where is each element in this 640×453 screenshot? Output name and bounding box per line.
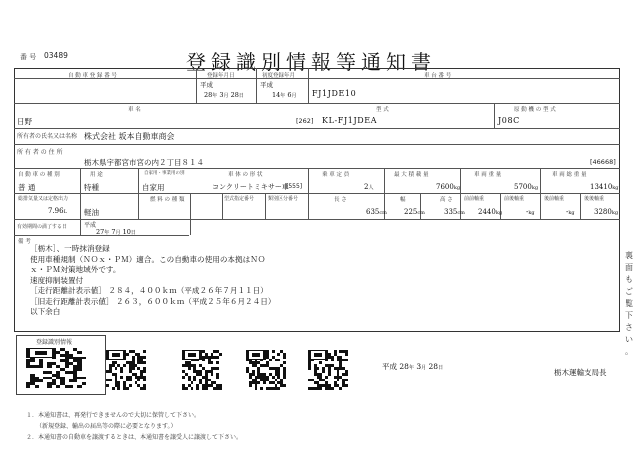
registration-era: 平成	[200, 81, 213, 89]
type-number-label: 型式指定番号	[224, 196, 255, 202]
remark-line: ［旧走行距離計表示値］ ２６３，６００ｋｍ（平成２５年６月２４日）	[30, 296, 276, 306]
remark-line: 使用車種規制（ＮＯｘ・ＰＭ）適合。この自動車の使用の本拠はＮＯ	[30, 254, 266, 264]
expiry-label: 有効期間の満了する日	[17, 224, 68, 230]
rear-rear-axle: 3280kg	[594, 208, 619, 216]
footer-note-1: １．本通知書は、再発行できませんので大切に保管して下さい。	[26, 412, 201, 419]
length-label: 長 さ	[334, 197, 347, 203]
issuer: 栃木運輸支局長	[554, 368, 607, 377]
vehicle-weight-label: 車 両 重 量	[474, 172, 502, 178]
engine-model-label: 原 動 機 の 型 式	[514, 107, 556, 113]
height-label: 高 さ	[440, 197, 453, 203]
vehicle-kind: 普 通	[18, 183, 36, 192]
remarks-label: 備 考	[18, 239, 31, 245]
width-label: 幅	[400, 197, 406, 203]
registration-date-label: 登録年月日	[207, 73, 235, 79]
qr-code-4	[308, 350, 348, 390]
front-rear-axle-label: 前後軸重	[504, 196, 525, 202]
qr-code-3	[246, 350, 286, 390]
body-shape-code: [555]	[286, 183, 303, 190]
expiry-date: 27年 7月 10日	[96, 228, 136, 236]
length: 635cm	[366, 208, 387, 216]
model-code: [262]	[296, 117, 314, 125]
chassis-number: FJ1JDE10	[312, 89, 357, 98]
capacity: 2人	[364, 183, 374, 191]
remark-line: 以下余白	[30, 307, 61, 316]
max-load: 7600kg	[436, 183, 461, 191]
registration-number-label: 自 動 車 登 録 番 号	[68, 73, 117, 79]
max-load-label: 最 大 積 載 量	[394, 172, 429, 178]
see-reverse-note: 裏 面 も ご 覧 下 さ い 。	[625, 251, 633, 356]
qr-code-1	[106, 350, 146, 390]
displacement: 7.96L	[48, 207, 67, 215]
first-registration-date: 14年 6月	[272, 91, 297, 99]
owner-address-code: [46668]	[590, 158, 616, 166]
car-name: 日野	[17, 117, 32, 126]
front-front-axle: 2440kg	[478, 208, 503, 216]
first-registration-era: 平成	[260, 81, 273, 89]
footer-note-3: ２．本通知書の自動車を譲渡するときは、本通知書を譲受人に譲渡して下さい。	[26, 434, 243, 441]
expiry-era: 平成	[84, 222, 97, 229]
use: 特種	[84, 183, 99, 192]
displacement-label: 総排気量又は定格出力	[18, 196, 69, 202]
model: KL-FJ1JDEA	[322, 116, 378, 125]
owner-name-label: 所有者の氏名又は名称	[17, 133, 78, 140]
serial-number: 03489	[44, 51, 68, 60]
remark-line: 速度抑制装置付	[30, 275, 84, 285]
identification-code-label: 登録識別情報	[36, 339, 73, 346]
capacity-label: 乗 車 定 員	[322, 172, 350, 178]
rear-front-axle: -kg	[566, 208, 575, 216]
remarks-block	[30, 244, 275, 318]
gross-weight: 13410kg	[590, 183, 619, 191]
body-shape-label: 車 体 の 形 状	[228, 172, 263, 178]
front-rear-axle: -kg	[526, 208, 535, 216]
height: 335cm	[444, 208, 465, 216]
use-sub-label: 自家用・事業用の別	[144, 171, 185, 176]
car-name-label: 車 名	[128, 107, 141, 113]
footer-note-2: （新規登録、輸出の届出等の際に必要となります。）	[36, 423, 177, 430]
remark-line: ［栃木］、一時抹消登録	[30, 244, 110, 253]
category-number-label: 類別区分番号	[268, 196, 299, 202]
owner-address: 栃木県宇都宮市宮の内２丁目８１４	[84, 158, 204, 167]
issue-date: 平成 28年 3月 28日	[382, 362, 444, 371]
remark-line: ［走行距離計表示値］ ２８４，４００ｋｍ（平成２６年７月１１日）	[30, 286, 268, 295]
body-shape: コンクリートミキサー車	[212, 183, 289, 191]
remark-line: ｘ・ＰＭ対策地域外です。	[30, 265, 121, 274]
model-label: 型 式	[376, 107, 389, 113]
qr-code-2	[182, 350, 222, 390]
width: 225cm	[404, 208, 425, 216]
first-registration-label: 初度登録年月	[262, 73, 296, 79]
chassis-number-label: 車 台 番 号	[424, 73, 452, 79]
rear-rear-axle-label: 後後軸重	[584, 196, 605, 202]
fuel-label: 燃 料 の 種 類	[150, 197, 185, 203]
owner-name: 株式会社 坂本自動車商会	[84, 132, 175, 141]
document-title: 登録識別情報等通知書	[186, 50, 436, 74]
serial-label: 番 号	[20, 53, 37, 61]
use-sub: 自家用	[142, 183, 165, 192]
qr-code-identification	[26, 348, 86, 388]
use-label: 用 途	[90, 172, 103, 178]
vehicle-weight: 5700kg	[514, 183, 539, 191]
registration-date: 28年 3月 28日	[204, 91, 244, 99]
front-front-axle-label: 前前軸重	[464, 196, 485, 202]
engine-model: J08C	[498, 116, 520, 125]
rear-front-axle-label: 後前軸重	[544, 196, 565, 202]
owner-address-label: 所 有 者 の 住 所	[17, 149, 63, 156]
gross-weight-label: 車 両 総 重 量	[552, 172, 587, 178]
fuel: 軽油	[84, 208, 99, 217]
vehicle-kind-label: 自 動 車 の 種 別	[18, 172, 60, 178]
